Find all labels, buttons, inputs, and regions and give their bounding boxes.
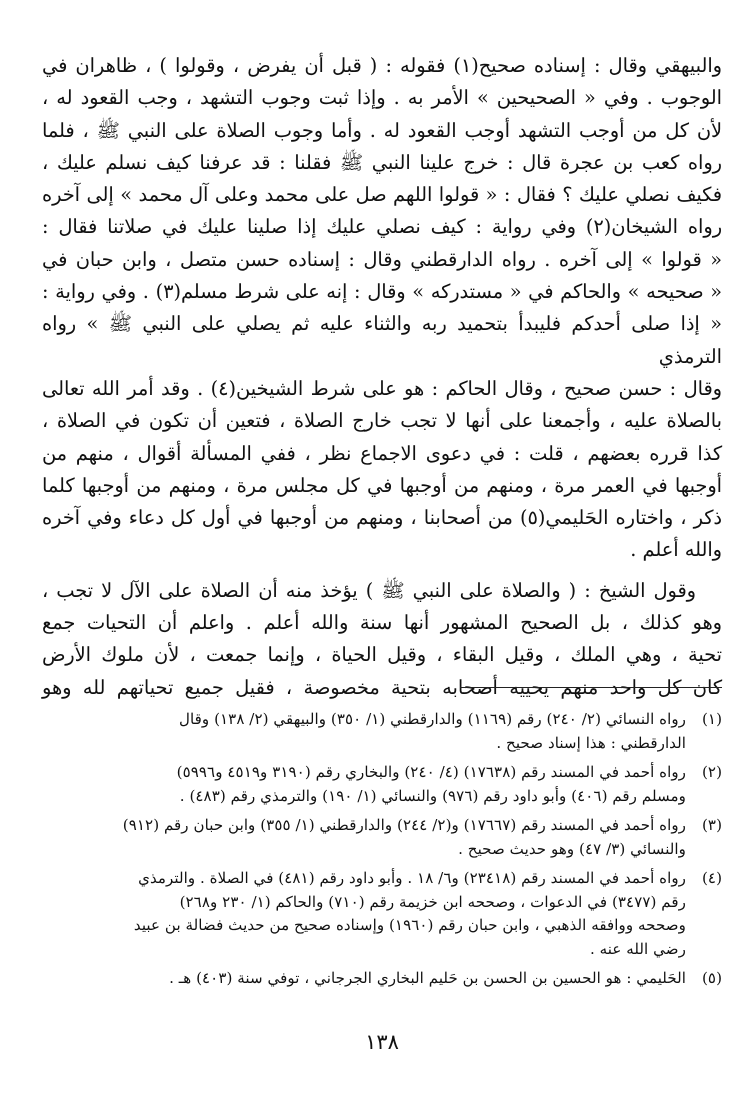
footnote-number: (٤) <box>701 869 722 887</box>
main-text <box>42 50 722 704</box>
book-page <box>42 50 722 1080</box>
footnote-number: (٣) <box>701 816 722 834</box>
text-line: والله أعلم . <box>630 538 722 562</box>
footnote <box>42 814 722 861</box>
footnote-line: الدارقطني : هذا إسناد صحيح . <box>496 733 686 752</box>
footnote-number: (٥) <box>701 969 722 987</box>
text-line: « صحيحه » والحاكم في « مستدركه » وقال : إنه على شرط مسلم(٣) . وفي رواية : <box>42 280 722 304</box>
footnote-line: والنسائي (٣/ ٤٧) وهو حديث صحيح . <box>458 839 686 858</box>
footnote-line: رقم (٣٤٧٧) في الدعوات ، وصححه ابن خزيمة رقم (٧١٠) والحاكم (١/ ٢٣٠ و٢٦٨) <box>179 892 686 911</box>
text-line: ذكر ، واختاره الحَليمي(٥) من أصحابنا ، ومنهم من أوجبها في أول كل دعاء وفي آخره <box>42 506 723 530</box>
footnote-line: رضي الله عنه . <box>589 939 686 958</box>
footnote-line: رواه النسائي (٢/ ٢٤٠) رقم (١١٦٩) والدارقطني (١/ ٣٥٠) والبيهقي (٢/ ١٣٨) وقال <box>178 710 686 728</box>
text-line: تحية ، وهي الملك ، وقيل البقاء ، وقيل الحياة ، وإنما جمعت ، لأن ملوك الأرض <box>42 643 722 667</box>
page-number: ١٣٨ <box>365 1030 399 1054</box>
footnote-number: (١) <box>701 710 722 728</box>
text-line: رواه كعب بن عجرة قال : خرج علينا النبي ﷺ فقلنا : قد عرفنا كيف نسلم عليك ، <box>42 150 722 174</box>
footnote-number: (٢) <box>701 763 722 781</box>
text-line: لأن كل من أوجب التشهد أوجب القعود له . وأما وجوب الصلاة على النبي ﷺ ، فلما <box>42 118 722 142</box>
footnote <box>42 967 722 991</box>
text-line: والبيهقي وقال : إسناده صحيح(١) فقوله : ( قبل أن يفرض ، وقولوا ) ، ظاهران في <box>42 54 722 77</box>
text-line: أوجبها في العمر مرة ، ومنهم من أوجبها في كل مجلس مرة ، ومنهم من أوجبها كلما <box>42 473 722 497</box>
text-line: « إذا صلى أحدكم فليبدأ بتحميد ربه والثناء عليه ثم يصلي على النبي ﷺ » رواه الترمذي <box>42 312 722 368</box>
text-line: الوجوب . وفي « الصحيحين » الأمر به . وإذا ثبت وجوب التشهد ، وجب القعود له ، <box>42 86 722 110</box>
text-line: فكيف نصلي عليك ؟ فقال : « قولوا اللهم صل على محمد وعلى آل محمد » إلى آخره <box>42 183 722 207</box>
footnote <box>42 708 722 755</box>
footnote-line: رواه أحمد في المسند رقم (١٧٦٣٨) (٤/ ٢٤٠) والبخاري رقم (٣١٩٠ و٤٥١٩ و٥٩٩٦) <box>176 763 686 781</box>
text-line: بالصلاة عليه ، وأجمعنا على أنها لا تجب خارج الصلاة ، فتعين أن تكون في الصلاة ، <box>42 409 722 433</box>
text-line: وقال : حسن صحيح ، وقال الحاكم : هو على شرط الشيخين(٤) . وقد أمر الله تعالى <box>42 376 722 400</box>
text-line: كذا قرره بعضهم ، قلت : في دعوى الاجماع نظر ، ففي المسألة أقوال ، منهم من <box>42 441 722 465</box>
footnote-divider <box>460 687 722 688</box>
text-line: رواه الشيخان(٢) وفي رواية : كيف نصلي عليك إذا صلينا عليك في صلاتنا فقال : <box>42 215 723 239</box>
footnote-line: ومسلم رقم (٤٠٦) وأبو داود رقم (٩٧٦) والنسائي (١/ ١٩٠) والترمذي رقم (٤٨٣) . <box>179 786 686 805</box>
text-line: وهو كذلك ، بل الصحيح المشهور أنها سنة والله أعلم . واعلم أن التحيات جمع <box>42 611 722 635</box>
paragraph-spacer <box>42 567 722 575</box>
footnote-line: الحَليمي : هو الحسين بن الحسن بن حَليم البخاري الجرجاني ، توفي سنة (٤٠٣) هـ . <box>169 969 686 987</box>
text-line: كان كل واحد منهم يحييه أصحابه بتحية مخصوصة ، فقيل جميع تحياتهم لله وهو <box>42 675 722 699</box>
footnote-line: رواه أحمد في المسند رقم (٢٣٤١٨) و٦/ ١٨ . وأبو داود رقم (٤٨١) في الصلاة . والترمذي <box>138 869 686 887</box>
paragraph-2 <box>42 575 722 704</box>
footnote <box>42 761 722 808</box>
footnote-line: وصححه ووافقه الذهبي ، وابن حبان رقم (١٩٦٠) وإسناده صحيح من حديث فضالة بن عبيد <box>133 916 686 934</box>
paragraph-1 <box>42 50 722 567</box>
text-line: وقول الشيخ : ( والصلاة على النبي ﷺ ) يؤخذ منه أن الصلاة على الآل لا تجب ، <box>42 578 696 602</box>
footnote-line: رواه أحمد في المسند رقم (١٧٦٦٧) و(٢/ ٢٤٤) والدارقطني (١/ ٣٥٥) وابن حبان رقم (٩١٢) <box>122 816 686 834</box>
footnotes <box>42 708 722 997</box>
text-line: « قولوا » إلى آخره . رواه الدارقطني وقال : إسناده حسن متصل ، وابن حبان في <box>42 247 722 271</box>
footnote <box>42 867 722 961</box>
